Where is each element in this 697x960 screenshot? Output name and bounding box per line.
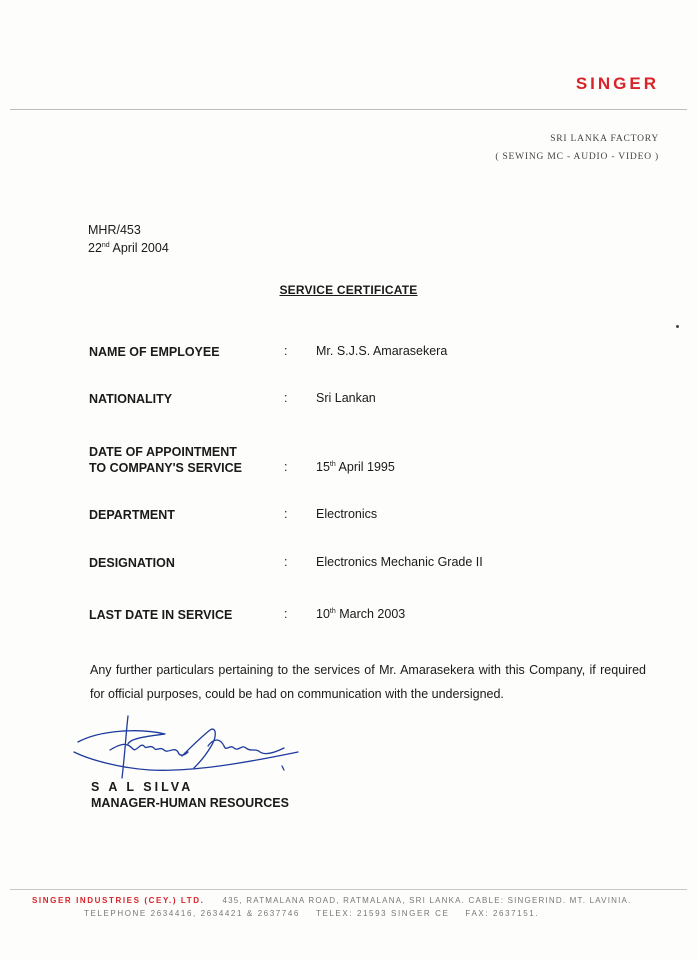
field-separator: :	[284, 507, 288, 521]
factory-line-2: ( SEWING MC - AUDIO - VIDEO )	[495, 152, 659, 162]
field-value: 15th April 1995	[316, 460, 395, 474]
field-value: Sri Lankan	[316, 391, 376, 405]
field-separator: :	[284, 555, 288, 569]
field-separator: :	[284, 460, 288, 474]
footer-address: 435, RATMALANA ROAD, RATMALANA, SRI LANKA. CABLE: SINGERIND. MT. LAVINIA.	[222, 896, 632, 905]
ink-speck	[676, 325, 679, 328]
footer-fax: FAX: 2637151.	[465, 909, 540, 918]
factory-line-1: SRI LANKA FACTORY	[550, 134, 659, 144]
field-value: Electronics	[316, 507, 378, 521]
footer-divider	[10, 889, 687, 890]
signatory-block	[91, 779, 289, 811]
signatory-name: S A L SILVA	[91, 780, 194, 794]
footer-address-line	[32, 896, 632, 905]
field-label: LAST DATE IN SERVICE	[89, 608, 233, 622]
footer-contact-line	[84, 909, 555, 918]
field-label: DEPARTMENT	[89, 508, 175, 522]
field-label: NATIONALITY	[89, 392, 173, 406]
field-value: 10th March 2003	[316, 607, 406, 621]
page-title: SERVICE CERTIFICATE	[279, 283, 418, 297]
field-separator: :	[284, 391, 288, 405]
singer-logo: SINGER	[575, 74, 659, 93]
header-divider	[10, 109, 687, 110]
closing-paragraph: Any further particulars pertaining to the services of Mr. Amarasekera with this Company, if required for official purposes, could be had on communication with the undersigned.	[90, 663, 646, 701]
field-label: DESIGNATION	[89, 556, 175, 570]
field-separator: :	[284, 607, 288, 621]
factory-info	[495, 130, 659, 166]
field-separator: :	[284, 344, 288, 358]
reference-number: MHR/453	[88, 223, 141, 237]
handwritten-signature	[70, 708, 310, 788]
field-label: DATE OF APPOINTMENT TO COMPANY'S SERVICE	[89, 445, 243, 475]
footer-company-name: SINGER INDUSTRIES (CEY.) LTD.	[32, 896, 205, 905]
signatory-title: MANAGER-HUMAN RESOURCES	[91, 796, 289, 810]
field-value: Electronics Mechanic Grade II	[316, 555, 483, 569]
field-label: NAME OF EMPLOYEE	[89, 345, 220, 359]
letter-date: 22nd April 2004	[88, 241, 169, 256]
field-value: Mr. S.J.S. Amarasekera	[316, 344, 448, 358]
footer-telex: TELEX: 21593 SINGER CE	[315, 909, 450, 918]
reference-block	[88, 222, 169, 256]
footer-telephone: TELEPHONE 2634416, 2634421 & 2637746	[84, 909, 300, 918]
